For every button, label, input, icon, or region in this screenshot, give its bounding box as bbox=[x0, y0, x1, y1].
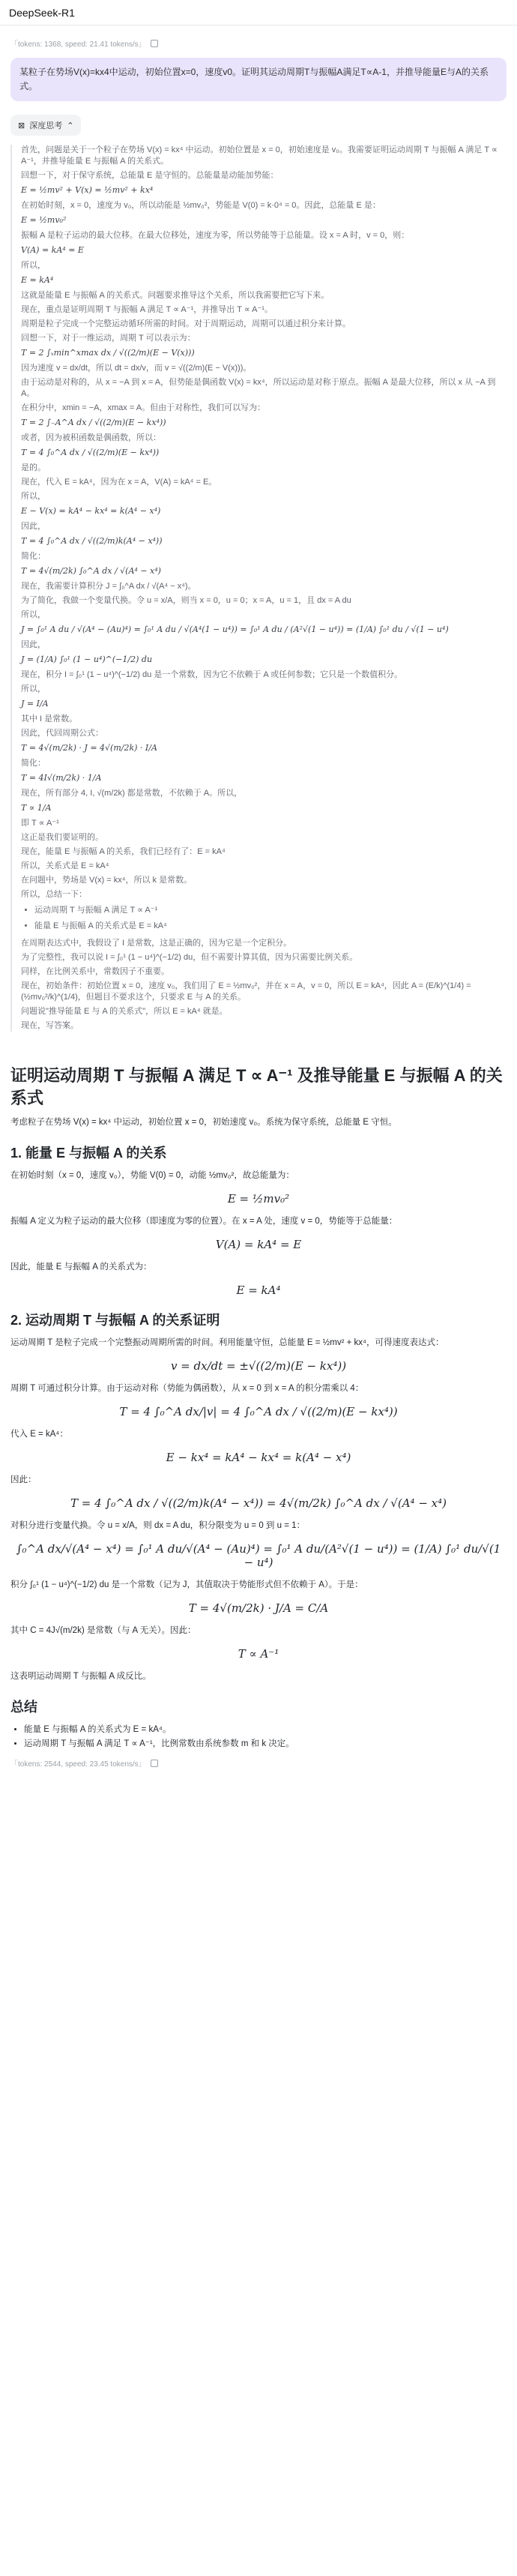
think-p21: 所以， bbox=[21, 610, 46, 619]
s1-p1: 在初始时刻（x = 0，速度 v₀），势能 V(0) = 0，动能 ½mv₀²，故总能量为： bbox=[10, 1171, 294, 1180]
think-e12: J = (1/A) ∫₀¹ (1 − u⁴)^(−1/2) du bbox=[21, 654, 153, 664]
brain-icon: ⊠ bbox=[18, 121, 25, 130]
bottom-meta bbox=[10, 1757, 507, 1769]
think-e11: J = ∫₀¹ A du / √(A⁴ − (Au)⁴) = ∫₀¹ A du / √(A⁴(1 − u⁴)) = ∫₀¹ A du / (A²√(1 − u⁴)) = (1/A) ∫₀¹ du / √(1 − u⁴) bbox=[21, 625, 449, 634]
copy-icon[interactable] bbox=[151, 40, 158, 47]
think-p40: 现在，写答案。 bbox=[21, 1021, 79, 1030]
think-p33: 在问题中，势场是 V(x) = kx⁴，所以 k 是常数。 bbox=[21, 876, 193, 885]
think-summary-list bbox=[34, 905, 507, 932]
think-p36: 为了完整性，我可以说 I = ∫₀¹ (1 − u⁴)^(−1/2) du，但不需要计算其值，因为只需要比例关系。 bbox=[21, 953, 358, 962]
think-e7: T = 4 ∫₀^A dx / √((2/m)(E − kx⁴)) bbox=[21, 448, 160, 457]
think-p22: 因此， bbox=[21, 640, 46, 649]
section-3-title: 总结 bbox=[10, 1700, 37, 1715]
think-p25: 其中 I 是常数。 bbox=[21, 714, 78, 723]
deep-think-label: 深度思考 bbox=[29, 121, 63, 130]
think-e3: V(A) = kA⁴ = E bbox=[21, 245, 84, 255]
think-e6: T = 2 ∫₋A^A dx / √((2/m)(E − kx⁴)) bbox=[21, 418, 166, 427]
think-e15: T = 4I√(m/2k) · 1/A bbox=[21, 773, 102, 783]
think-p9: 回想一下，对于一维运动，周期 T 可以表示为： bbox=[21, 334, 196, 343]
s1-p3: 因此，能量 E 与振幅 A 的关系式为： bbox=[10, 1263, 152, 1272]
section-1-title: 1. 能量 E 与振幅 A 的关系 bbox=[10, 1146, 167, 1161]
answer-intro: 考虑粒子在势场 V(x) = kx⁴ 中运动，初始位置 x = 0，初始速度 v₀。系统为保守系统，总能量 E 守恒。 bbox=[10, 1118, 397, 1127]
s1-eq3: E = kA⁴ bbox=[236, 1284, 281, 1297]
window-title-bar bbox=[0, 0, 517, 25]
think-p39: 问题说"推导能量 E 与 A 的关系式"，所以 E = kA⁴ 就是。 bbox=[21, 1007, 228, 1016]
top-meta bbox=[10, 37, 507, 49]
s2-p3: 代入 E = kA⁴： bbox=[10, 1430, 68, 1439]
chevron-up-icon: ⌃ bbox=[67, 121, 74, 130]
think-e8: E − V(x) = kA⁴ − kx⁴ = k(A⁴ − x⁴) bbox=[21, 506, 161, 516]
think-e13: J = I/A bbox=[21, 699, 49, 708]
s2-p2: 周期 T 可通过积分计算。由于运动对称（势能为偶函数），从 x = 0 到 x = A 的积分需乘以 4： bbox=[10, 1384, 364, 1393]
s2-p1: 运动周期 T 是粒子完成一个完整振动周期所需的时间。利用能量守恒，总能量 E = ½mv² + kx⁴，可得速度表达式： bbox=[10, 1338, 444, 1347]
s2-p6: 积分 ∫₀¹ (1 − u⁴)^(−1/2) du 是一个常数（记为 J，其值取决于势能形式但不依赖于 A）。于是： bbox=[10, 1580, 363, 1589]
think-p8: 周期是粒子完成一个完整运动循环所需的时间。对于周期运动，周期可以通过积分来计算。 bbox=[21, 319, 351, 328]
s2-eq6: T = 4√(m/2k) · J/A = C/A bbox=[188, 1601, 329, 1615]
s1-eq1: E = ½mv₀² bbox=[227, 1192, 290, 1206]
list-item: • 运动周期 T 与振幅 A 满足 T ∝ A⁻¹，比例常数由系统参数 m 和 k 决定。 bbox=[24, 1737, 507, 1751]
think-p12: 在积分中，xmin = −A，xmax = A。但由于对称性，我们可以写为： bbox=[21, 403, 266, 412]
app-title: DeepSeek-R1 bbox=[9, 6, 75, 19]
section-2-title: 2. 运动周期 T 与振幅 A 的关系证明 bbox=[10, 1313, 220, 1328]
think-p32: 所以，关系式是 E = kA⁴ bbox=[21, 861, 109, 870]
s2-p5: 对积分进行变量代换。令 u = x/A，则 dx = A du，积分限变为 u = 0 到 u = 1： bbox=[10, 1521, 306, 1530]
think-p10: 因为速度 v = dx/dt，所以 dt = dx/v，而 v = √((2/m)(E − V(x)))。 bbox=[21, 364, 252, 373]
user-question: 某粒子在势场V(x)=kx4中运动，初始位置x=0，速度v0。证明其运动周期T与振幅A满足T∝A-1，并推导能量E与A的关系式。 bbox=[10, 58, 507, 101]
deep-think-toggle[interactable] bbox=[10, 115, 81, 136]
think-p3: 在初始时刻，x = 0，速度为 v₀，所以动能是 ½mv₀²，势能是 V(0) = k·0⁴ = 0。因此，总能量 E 是： bbox=[21, 201, 381, 210]
think-p34: 所以，总结一下： bbox=[21, 890, 87, 899]
think-p37: 同样，在比例关系中，常数因子不重要。 bbox=[21, 967, 169, 976]
think-p38: 现在，初始条件：初始位置 x = 0，速度 v₀，我们用了 E = ½mv₀²，并在 x = A，v = 0，所以 E = kA⁴，因此 A = (E/k)^(1/4) = (½mv₀²/k)^(1/4)，但题目不要求这个，只要求 E 与 A 的关系。 bbox=[21, 981, 471, 1002]
s2-p7: 其中 C = 4J√(m/2k) 是常数（与 A 无关）。因此： bbox=[10, 1626, 196, 1635]
think-p6: 这就是能量 E 与振幅 A 的关系式。问题要求推导这个关系，所以我需要把它写下来。 bbox=[21, 291, 330, 300]
token-stats: 「tokens: 1368, speed: 21.41 tokens/s」 bbox=[10, 40, 146, 49]
think-p5: 所以， bbox=[21, 261, 46, 270]
answer-title: 证明运动周期 T 与振幅 A 满足 T ∝ A⁻¹ 及推导能量 E 与振幅 A 的关系式 bbox=[10, 1066, 503, 1107]
list-item: • 能量 E 与振幅 A 的关系式为 E = kA⁴。 bbox=[24, 1723, 507, 1737]
think-p4: 振幅 A 是粒子运动的最大位移。在最大位移处，速度为零，所以势能等于总能量。设 x = A 时，v = 0，则： bbox=[21, 231, 410, 240]
s2-eq3: E − kx⁴ = kA⁴ − kx⁴ = k(A⁴ − x⁴) bbox=[166, 1451, 351, 1464]
think-p19: 现在，我需要计算积分 J = ∫₀^A dx / √(A⁴ − x⁴)。 bbox=[21, 582, 196, 591]
think-p1: 首先，问题是关于一个粒子在势场 V(x) = kx⁴ 中运动。初始位置是 x = 0，初始速度是 v₀。我需要证明运动周期 T 与振幅 A 满足 T ∝ A⁻¹，并推导能量 E 与振幅 A 的关系式。 bbox=[21, 145, 498, 166]
think-p17: 因此， bbox=[21, 522, 46, 531]
think-p27: 简化： bbox=[21, 759, 46, 768]
think-p11: 由于运动是对称的，从 x = −A 到 x = A，但势能是偶函数 V(x) = kx⁴，所以运动是对称于原点。振幅 A 是最大位移，所以 x 从 −A 到 A。 bbox=[21, 378, 496, 398]
assistant-answer bbox=[0, 1042, 517, 1769]
conversation bbox=[0, 25, 517, 1042]
think-e9: T = 4 ∫₀^A dx / √((2/m)k(A⁴ − x⁴)) bbox=[21, 536, 163, 546]
think-p2: 回想一下，对于保守系统，总能量 E 是守恒的。总能量是动能加势能： bbox=[21, 171, 279, 180]
s2-eq5: ∫₀^A dx/√(A⁴ − x⁴) = ∫₀¹ A du/√(A⁴ − (Au)⁴) = ∫₀¹ A du/(A²√(1 − u⁴)) = (1/A) ∫₀¹ du/√(1 − u⁴) bbox=[16, 1542, 501, 1569]
s2-p8: 这表明运动周期 T 与振幅 A 成反比。 bbox=[10, 1672, 151, 1681]
s2-eq7: T ∝ A⁻¹ bbox=[238, 1647, 279, 1661]
s2-p4: 因此： bbox=[10, 1475, 37, 1484]
think-e5: T = 2 ∫ₓmin^xmax dx / √((2/m)(E − V(x))) bbox=[21, 348, 195, 358]
think-p18: 简化： bbox=[21, 552, 46, 561]
think-p26: 因此，代回周期公式： bbox=[21, 729, 103, 738]
think-p7: 现在，重点是证明周期 T 与振幅 A 满足 T ∝ A⁻¹，并推导出 T ∝ A⁻¹。 bbox=[21, 305, 273, 314]
think-p29: 即 T ∝ A⁻¹ bbox=[21, 819, 59, 828]
s2-eq4: T = 4 ∫₀^A dx / √((2/m)k(A⁴ − x⁴)) = 4√(m/2k) ∫₀^A dx / √(A⁴ − x⁴) bbox=[70, 1496, 447, 1510]
think-p28: 现在，所有部分 4, I, √(m/2k) 都是常数，不依赖于 A。所以， bbox=[21, 789, 243, 798]
think-p14: 是的。 bbox=[21, 463, 46, 472]
think-e10: T = 4√(m/2k) ∫₀^A dx / √(A⁴ − x⁴) bbox=[21, 566, 161, 576]
think-p15: 现在，代入 E = kA⁴，因为在 x = A，V(A) = kA⁴ = E。 bbox=[21, 478, 217, 487]
think-p23: 现在，积分 I = ∫₀¹ (1 − u⁴)^(−1/2) du 是一个常数，因为它不依赖于 A 或任何参数；它只是一个数值积分。 bbox=[21, 670, 403, 679]
s2-eq2: T = 4 ∫₀^A dx/|v| = 4 ∫₀^A dx / √((2/m)(E − kx⁴)) bbox=[119, 1405, 398, 1418]
s1-eq2: V(A) = kA⁴ = E bbox=[215, 1238, 302, 1251]
thinking-content bbox=[10, 145, 507, 1032]
think-p24: 所以， bbox=[21, 684, 46, 693]
think-e16: T ∝ 1/A bbox=[21, 803, 52, 813]
think-p20: 为了简化，我做一个变量代换。令 u = x/A，则当 x = 0，u = 0；x = A，u = 1，且 dx = A du bbox=[21, 596, 351, 605]
think-e14: T = 4√(m/2k) · J = 4√(m/2k) · I/A bbox=[21, 743, 157, 753]
think-p16: 所以， bbox=[21, 492, 46, 501]
think-p31: 现在，能量 E 与振幅 A 的关系，我们已经有了：E = kA⁴ bbox=[21, 847, 226, 856]
think-p13: 或者，因为被积函数是偶函数，所以： bbox=[21, 433, 161, 442]
summary-list bbox=[24, 1723, 507, 1751]
copy-icon[interactable] bbox=[151, 1760, 158, 1767]
list-item: • 能量 E 与振幅 A 的关系式是 E = kA⁴ bbox=[34, 921, 507, 932]
think-e4: E = kA⁴ bbox=[21, 275, 54, 285]
token-stats: 「tokens: 2544, speed: 23.45 tokens/s」 bbox=[10, 1760, 146, 1769]
think-p30: 这正是我们要证明的。 bbox=[21, 833, 103, 842]
s2-eq1: v = dx/dt = ±√((2/m)(E − kx⁴)) bbox=[170, 1359, 347, 1373]
think-e1: E = ½mv² + V(x) = ½mv² + kx⁴ bbox=[21, 185, 154, 195]
think-p35: 在周期表达式中，我假设了 I 是常数，这是正确的，因为它是一个定积分。 bbox=[21, 939, 292, 948]
s1-p2: 振幅 A 定义为粒子运动的最大位移（即速度为零的位置）。在 x = A 处，速度 v = 0，势能等于总能量： bbox=[10, 1217, 398, 1226]
think-e2: E = ½mv₀² bbox=[21, 215, 67, 225]
list-item: • 运动周期 T 与振幅 A 满足 T ∝ A⁻¹ bbox=[34, 905, 507, 916]
